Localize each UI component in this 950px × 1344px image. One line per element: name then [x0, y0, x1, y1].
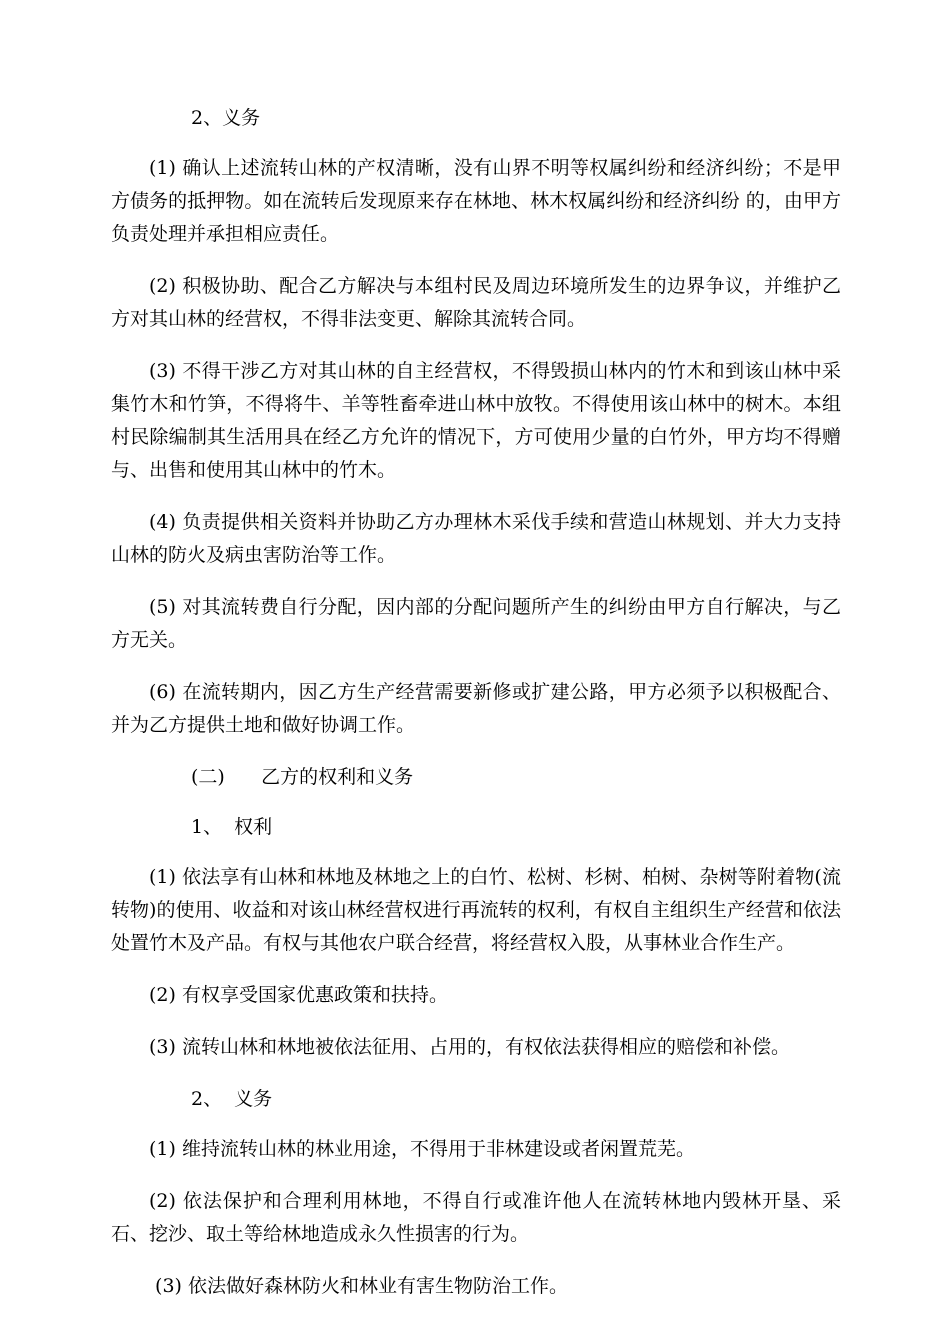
paragraph-obligation-1: (1) 确认上述流转山林的产权清晰，没有山界不明等权属纠纷和经济纠纷；不是甲方债务的抵押物。如在流转后发现原来存在林地、林木权属纠纷和经济纠纷 的，由甲方负责处理并承担相应责任。 [111, 157, 841, 245]
paragraph-right-3: (3) 流转山林和林地被依法征用、占用的，有权依法获得相应的赔偿和补偿。 [149, 1036, 790, 1058]
paragraph-right-1: (1) 依法享有山林和林地及林地之上的白竹、松树、杉树、柏树、杂树等附着物(流转物)的使用、收益和对该山林经营权进行再流转的权利，有权自主组织生产经营和依法处置竹木及产品。有权与其他农户联合经营，将经营权入股，从事林业合作生产。 [111, 866, 841, 954]
section-heading-party-b: (二) 乙方的权利和义务 [191, 766, 414, 788]
paragraph-duty-2: (2) 依法保护和合理利用林地，不得自行或准许他人在流转林地内毁林开垦、采石、挖沙、取土等给林地造成永久性损害的行为。 [111, 1190, 841, 1245]
section-heading-obligations: 2、义务 [191, 107, 261, 129]
paragraph-duty-3: (3) 依法做好森林防火和林业有害生物防治工作。 [149, 1275, 569, 1297]
document-body [111, 102, 841, 1303]
subsection-heading-rights: 1、 权利 [191, 816, 273, 838]
subsection-heading-obligations: 2、 义务 [191, 1088, 273, 1110]
paragraph-obligation-3: (3) 不得干涉乙方对其山林的自主经营权，不得毁损山林内的竹木和到该山林中采集竹木和竹笋，不得将牛、羊等牲畜牵进山林中放牧。不得使用该山林中的树木。本组村民除编制其生活用具在经乙方允许的情况下，方可使用少量的白竹外，甲方均不得赠与、出售和使用其山林中的竹木。 [111, 360, 841, 481]
paragraph-duty-1: (1) 维持流转山林的林业用途，不得用于非林建设或者闲置荒芜。 [149, 1138, 695, 1160]
paragraph-obligation-2: (2) 积极协助、配合乙方解决与本组村民及周边环境所发生的边界争议，并维护乙方对其山林的经营权，不得非法变更、解除其流转合同。 [111, 275, 841, 330]
paragraph-right-2: (2) 有权享受国家优惠政策和扶持。 [149, 984, 448, 1006]
paragraph-obligation-5: (5) 对其流转费自行分配，因内部的分配问题所产生的纠纷由甲方自行解决，与乙方无关。 [111, 596, 841, 651]
paragraph-obligation-6: (6) 在流转期内，因乙方生产经营需要新修或扩建公路，甲方必须予以积极配合、并为乙方提供土地和做好协调工作。 [111, 681, 841, 736]
paragraph-obligation-4: (4) 负责提供相关资料并协助乙方办理林木采伐手续和营造山林规划、并大力支持山林的防火及病虫害防治等工作。 [111, 511, 841, 566]
